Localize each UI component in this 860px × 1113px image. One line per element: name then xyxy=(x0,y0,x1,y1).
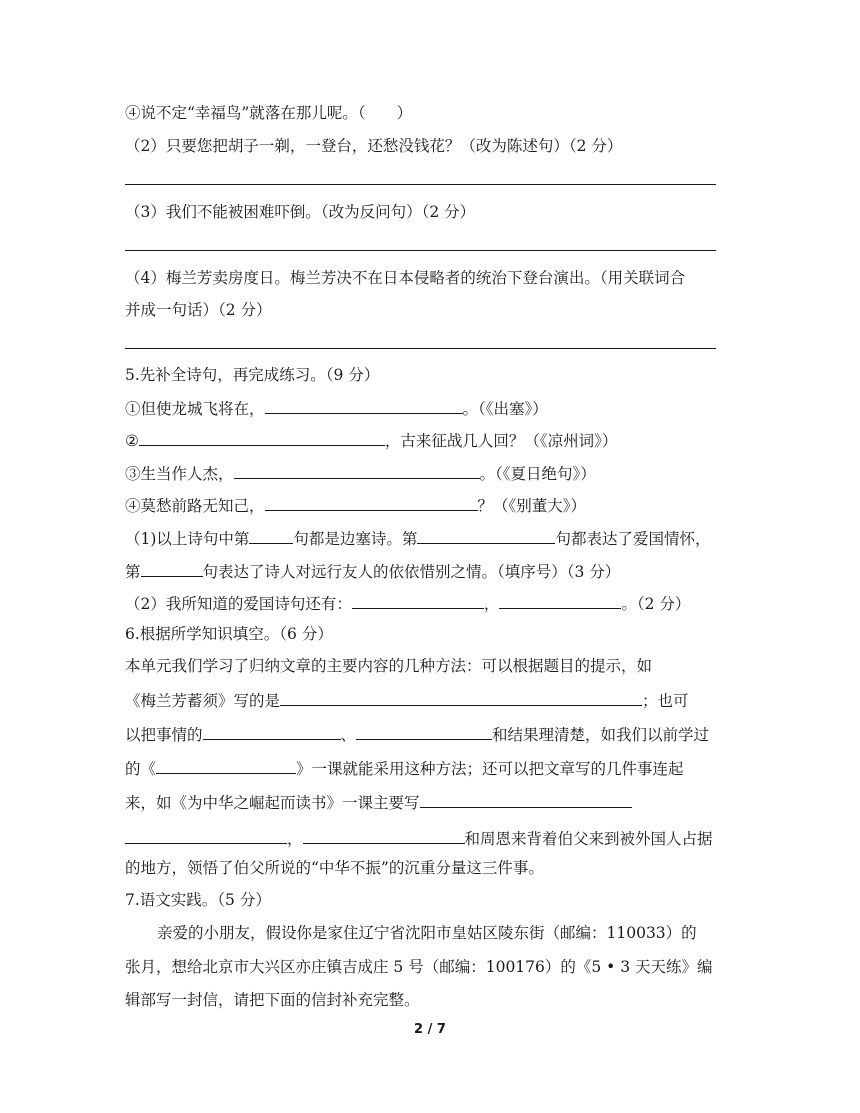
fill-blank[interactable] xyxy=(125,826,287,844)
fill-blank[interactable] xyxy=(156,756,296,774)
fill-blank[interactable] xyxy=(499,591,621,609)
q6-line7: 的地方，领悟了伯父所说的“中华不振”的沉重分量这三件事。 xyxy=(125,859,544,877)
fill-blank[interactable] xyxy=(265,396,463,414)
fill-blank[interactable] xyxy=(303,826,465,844)
q7-line3: 辑部写一封信，请把下面的信封补充完整。 xyxy=(125,991,420,1009)
q5-poem-1 xyxy=(125,396,548,420)
question-text: 、 xyxy=(340,726,357,744)
q6-line1: 本单元我们学习了归纳文章的主要内容的几种方法：可以根据题目的提示，如 xyxy=(125,657,653,675)
fill-blank[interactable] xyxy=(265,493,478,511)
poem-text: ？（《别董大》） xyxy=(477,497,587,515)
q4-item4: ④说不定“幸福鸟”就落在那儿呢。（ ） xyxy=(125,104,413,122)
q4-sub4-line2: 并成一句话）（2 分） xyxy=(125,301,272,319)
q4-sub4-line1: （4）梅兰芳卖房度日。梅兰芳决不在日本侵略者的统治下登台演出。（用关联词合 xyxy=(125,269,686,287)
question-text: 和结果理清楚，如我们以前学过 xyxy=(492,726,710,744)
answer-line[interactable] xyxy=(125,184,716,185)
question-text: （2）我所知道的爱国诗句还有： xyxy=(125,595,352,613)
q6-title: 6.根据所学知识填空。（6 分） xyxy=(125,625,333,643)
question-text: 来，如《为中华之崛起而读书》一课主要写 xyxy=(125,794,420,812)
question-text: 句都是边塞诗。第 xyxy=(293,530,418,548)
q7-line2: 张月，想给北京市大兴区亦庄镇吉成庄 5 号（邮编：100176）的《5 • 3 天天练》编 xyxy=(125,958,713,976)
q5-sub2 xyxy=(125,591,690,615)
fill-blank[interactable] xyxy=(280,688,642,706)
q5-sub1-line2 xyxy=(125,559,620,583)
question-text: 。（2 分） xyxy=(621,595,691,613)
question-text: 《梅兰芳蓄须》写的是 xyxy=(125,692,281,710)
fill-blank[interactable] xyxy=(420,790,632,808)
answer-line[interactable] xyxy=(125,250,716,251)
fill-blank[interactable] xyxy=(356,722,492,740)
q7-title: 7.语文实践。（5 分） xyxy=(125,891,271,909)
answer-line[interactable] xyxy=(125,348,716,349)
q4-sub2: （2）只要您把胡子一剃，一登台，还愁没钱花？（改为陈述句）（2 分） xyxy=(125,137,623,155)
q6-line5 xyxy=(125,790,632,814)
question-text: 句表达了诗人对远行友人的依依惜别之情。（填序号）（3 分） xyxy=(202,563,621,581)
fill-blank[interactable] xyxy=(234,461,480,479)
question-text: 》一课就能采用这种方法；还可以把文章写的几件事连起 xyxy=(296,760,684,778)
q5-poem-4 xyxy=(125,493,586,517)
question-text: ， xyxy=(483,595,500,613)
question-text: （1)以上诗句中第 xyxy=(125,530,250,548)
fill-blank[interactable] xyxy=(139,428,385,446)
q5-title: 5.先补全诗句，再完成练习。（9 分） xyxy=(125,366,380,384)
fill-blank[interactable] xyxy=(249,526,293,544)
question-text: ；也可 xyxy=(642,692,689,710)
page-number: 2 / 7 xyxy=(414,1022,446,1037)
fill-blank[interactable] xyxy=(417,526,555,544)
q6-line4 xyxy=(125,756,684,780)
q5-poem-2 xyxy=(125,428,617,452)
q4-sub3: （3）我们不能被困难吓倒。（改为反问句）（2 分） xyxy=(125,203,476,221)
fill-blank[interactable] xyxy=(352,591,484,609)
question-text: 以把事情的 xyxy=(125,726,203,744)
poem-text: 。（《夏日绝句》） xyxy=(479,465,596,483)
question-text: ， xyxy=(287,830,303,848)
poem-text: 。（《出塞》） xyxy=(462,400,548,418)
fill-blank[interactable] xyxy=(141,559,203,577)
poem-text: ④莫愁前路无知己， xyxy=(125,497,265,515)
question-text: 的《 xyxy=(125,760,157,778)
q6-line2 xyxy=(125,688,689,712)
poem-text: ③生当作人杰， xyxy=(125,465,234,483)
question-text: 句都表达了爱国情怀， xyxy=(555,530,711,548)
q5-sub1-line1 xyxy=(125,526,710,550)
q6-line6 xyxy=(125,826,713,850)
question-text: 第 xyxy=(125,563,141,581)
question-text: 和周恩来背着伯父来到被外国人占据 xyxy=(464,830,713,848)
poem-text: ，古来征战几人回？（《凉州词》） xyxy=(384,432,618,450)
q5-poem-3 xyxy=(125,461,596,485)
q7-line1: 亲爱的小朋友，假设你是家住辽宁省沈阳市皇姑区陵东街（邮编：110033）的 xyxy=(157,924,697,942)
q6-line3 xyxy=(125,722,709,746)
fill-blank[interactable] xyxy=(203,722,341,740)
poem-text: ①但使龙城飞将在， xyxy=(125,400,265,418)
poem-text: ② xyxy=(125,432,139,450)
